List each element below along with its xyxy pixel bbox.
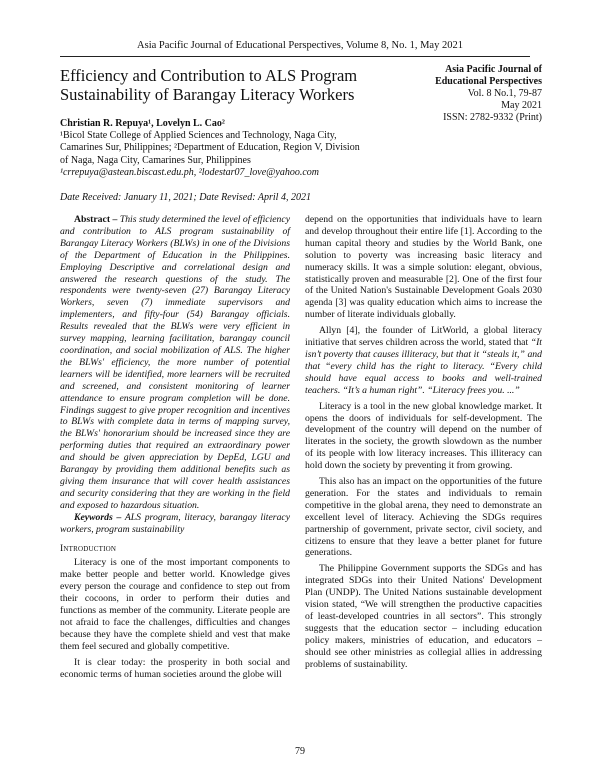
header-rule [60,56,530,57]
right-column [305,214,542,671]
abstract-label: Abstract – [74,214,118,225]
volume-info: Vol. 8 No.1, 79-87 [467,88,542,99]
page-number: 79 [295,746,305,757]
paper-title: Efficiency and Contribution to ALS Program Sustainability of Barangay Literacy Workers [60,66,358,104]
body-paragraph: Literacy is one of the most important components to make better people and better world. Knowledge gives every person the courage and confidence to step out from their cocoons, in order to perform their duties and functions as member of the community. Literate people are not afraid to face the challenges, difficulties and changes because they have the complete shield and vest that make them feel secured and globally competitive. [60,557,290,652]
journal-header: Asia Pacific Journal of Educational Perspectives, Volume 8, No. 1, May 2021 [137,40,463,51]
keywords-label: Keywords – [74,511,122,523]
introduction-heading: Introduction [60,543,117,555]
body-paragraph: It is clear today: the prosperity in both social and economic terms of human societies around the globe will [60,656,290,680]
journal-name-line-2: Educational Perspectives [435,76,542,87]
received-revised-dates: Date Received: January 11, 2021; Date Revised: April 4, 2021 [60,192,311,203]
abstract [60,214,290,512]
allyn-quote: “It isn’t poverty that causes illiteracy, but that it “steals it,” and that “every child has the right to literacy. “Every child should have equal access to books and well-trained teachers. “It’s a human right”. “Literacy frees you. ...” [305,337,542,396]
affiliations [60,130,415,179]
abstract-text: This study determined the level of efficiency and contribution to ALS program sustainability of Barangay Literacy Workers (BLWs) in one of the Divisions of the Department of Education in the Philippines. Employing Descriptive and correlational design and answered the research questions of the study. The respondents were twenty-seven (27) Barangay Literacy Workers, seven (7) immediate supervisors and implementers, and fifty-four (54) Barangay officials. Results revealed that the BLWs were very efficient in survey mapping, learning facilitation, barangay council coordination, and social mobilization of ALS. The higher the BLWs' efficiency, the more number of potential learners will be identified, more learners will be recruited and screened, and consistent monitoring of learner attendance to ensure program completion will be done. Findings suggest to give proper recognition and incentives to BLWs with complete data in terms of mapping survey, the BLWs' honorarium should be increased since they are performing duties that required an extraordinary power and should be given appreciation by DepEd, LGU and Barangay by providing them additional benefits such as giving them insurance that will cover health assistances and security considering that they are working in the field and exposed to hazardous situation. [60,214,291,511]
body-paragraph: depend on the opportunities that individuals have to learn and develop throughout their entire life [1]. According to the human capital theory and studies by the World Bank, one solution to poverty was increasing basic literacy and numeracy skills. It was a simple solution: elegant, obvious, statistically proven and measurable [2]. One of the first four of the United Nation's Sustainable Development Goals 2030 agenda [3] was quality education which aims to increase the number of literate individuals globally. [305,214,542,321]
left-column [60,214,290,680]
keywords-text: ALS program, literacy, barangay literacy workers, program sustainability [60,511,291,535]
body-paragraph: Literacy is a tool in the new global knowledge market. It opens the doors of individuals for self-development. The development of the country will depend on the number of literates in the society, the growth slowdown as the number of its people with low literacy increases. This illiteracy can hold down the society by preventing it from growing. [305,400,542,472]
keywords [60,512,290,536]
allyn-paragraph [305,325,542,396]
authors: Christian R. Repuya¹, Lovelyn L. Cao² [60,118,225,129]
journal-name-line-1: Asia Pacific Journal of [445,64,542,75]
affiliation-line: Camarines Sur, Philippines; ²Department of Education, Region V, Division [60,142,360,154]
affiliation-line: of Naga, Naga City, Camarines Sur, Philippines [60,154,251,166]
body-paragraph: The Philippine Government supports the SDGs and has integrated SDGs into their United Nations' Development Plan (UNDP). The United Nations sustainable development vision stated, “We will strengthen the productive capacities of least-developed countries in all sectors”. This strongly suggests that the education sector – including education policy makers, ministries of education, and educators – should see other ministries as collegial allies in addressing problems of sustainability. [305,563,542,670]
issn: ISSN: 2782-9332 (Print) [443,112,542,123]
affiliation-line: ¹Bicol State College of Applied Sciences and Technology, Naga City, [60,130,337,141]
author-emails: ¹crrepuya@astean.biscast.edu.ph, ²lodestar07_love@yahoo.com [60,166,319,178]
journal-meta [420,64,542,124]
body-paragraph: This also has an impact on the opportunities of the future generation. For the states and individuals to remain competitive in the global arena, they need to demonstrate an excellent level of literacy. Achieving the SDGs requires partnership of government, private sector, civil society, and citizens to ensure that they leave a better planet for future generations. [305,476,542,559]
issue-date: May 2021 [501,100,542,111]
allyn-lead: Allyn [4], the founder of LitWorld, a global literacy initiative that serves children across the world, stated that [305,325,542,349]
